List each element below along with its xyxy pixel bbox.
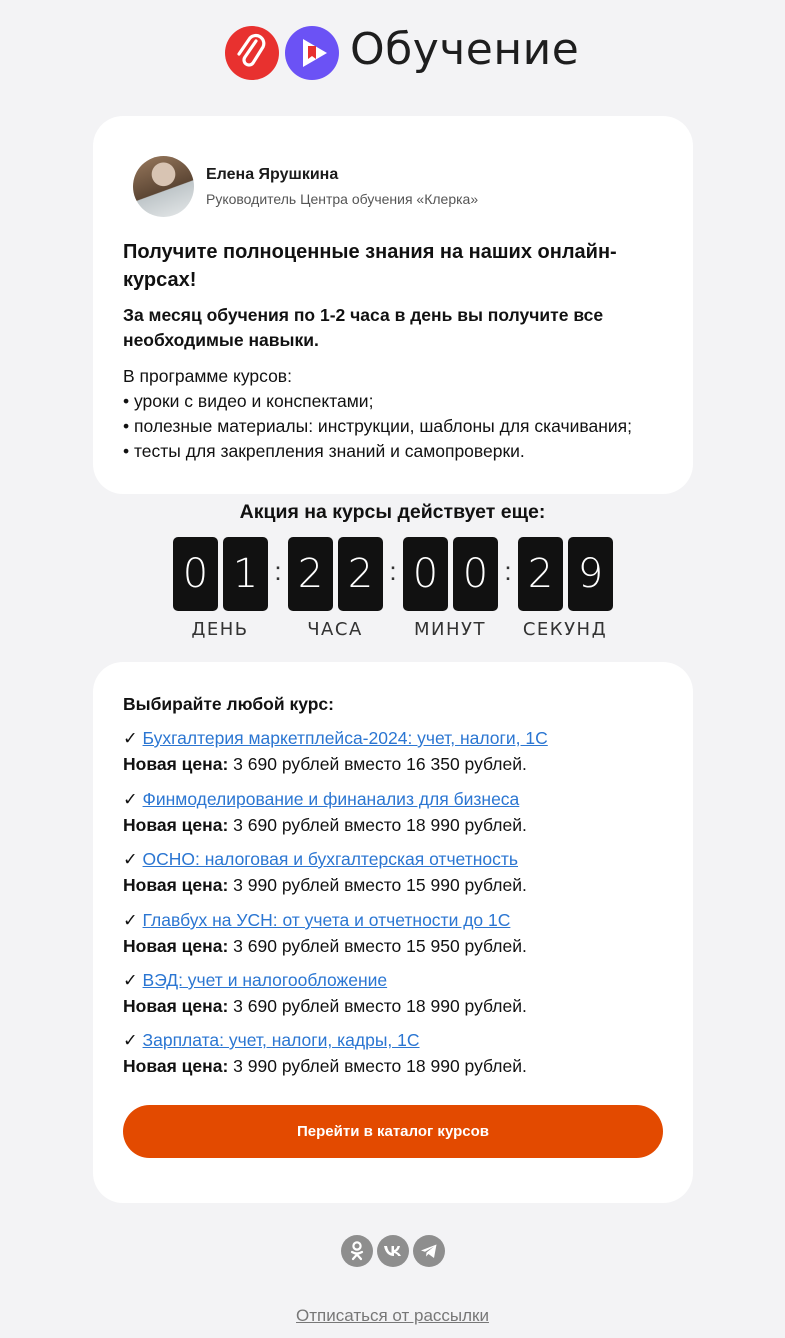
- list-item: [123, 908, 683, 959]
- author-name: Елена Ярушкина: [206, 166, 339, 183]
- countdown-unit-seconds: СЕКУНД: [522, 619, 608, 640]
- catalog-button[interactable]: Перейти в каталог курсов: [123, 1105, 663, 1158]
- countdown-digit: 0: [453, 537, 498, 611]
- course-price: 3 990 рублей вместо 15 990 рублей.: [233, 874, 527, 895]
- check-icon: ✓: [123, 789, 138, 809]
- course-link[interactable]: ВЭД: учет и налогообложение: [142, 970, 388, 990]
- price-label: Новая цена:: [123, 874, 229, 895]
- countdown-digit: 1: [223, 537, 268, 611]
- course-price: 3 690 рублей вместо 18 990 рублей.: [233, 995, 527, 1016]
- list-item: [123, 787, 683, 838]
- intro-card: [93, 116, 693, 494]
- countdown-separator: :: [274, 556, 282, 586]
- avatar: [133, 156, 194, 217]
- telegram-icon[interactable]: [413, 1235, 445, 1267]
- countdown-separator: :: [389, 556, 397, 586]
- countdown-unit-days: ДЕНЬ: [191, 619, 249, 640]
- course-link[interactable]: Главбух на УСН: от учета и отчетности до 1С: [142, 910, 511, 930]
- unsubscribe-link[interactable]: Отписаться от рассылки: [296, 1306, 489, 1325]
- countdown-unit-hours: ЧАСА: [307, 619, 363, 640]
- countdown-digit: 2: [338, 537, 383, 611]
- price-label: Новая цена:: [123, 995, 229, 1016]
- countdown-digit: 0: [403, 537, 448, 611]
- program-heading: В программе курсов:: [123, 366, 292, 386]
- course-price: 3 690 рублей вместо 15 950 рублей.: [233, 935, 527, 956]
- check-icon: ✓: [123, 728, 138, 748]
- check-icon: ✓: [123, 849, 138, 869]
- course-link[interactable]: ОСНО: налоговая и бухгалтерская отчетность: [142, 849, 519, 869]
- countdown-digit: 0: [173, 537, 218, 611]
- price-label: Новая цена:: [123, 1055, 229, 1076]
- program-item: • уроки с видео и конспектами;: [123, 391, 374, 411]
- course-price: 3 990 рублей вместо 18 990 рублей.: [233, 1055, 527, 1076]
- intro-title: Получите полноценные знания на наших онлайн-курсах!: [123, 241, 617, 291]
- countdown-label: Акция на курсы действует еще:: [239, 501, 546, 523]
- course-link[interactable]: Бухгалтерия маркетплейса-2024: учет, налоги, 1С: [142, 728, 548, 748]
- courses-card: [93, 662, 693, 1203]
- countdown-separator: :: [504, 556, 512, 586]
- price-label: Новая цена:: [123, 753, 229, 774]
- intro-subtitle: За месяц обучения по 1-2 часа в день вы получите все необходимые навыки.: [123, 305, 604, 350]
- countdown-digit: 2: [288, 537, 333, 611]
- countdown-digit: 9: [568, 537, 613, 611]
- header: [0, 26, 785, 82]
- program-item: • тесты для закрепления знаний и самопроверки.: [123, 441, 525, 461]
- course-price: 3 690 рублей вместо 16 350 рублей.: [233, 753, 527, 774]
- check-icon: ✓: [123, 910, 138, 930]
- program-item: • полезные материалы: инструкции, шаблоны для скачивания;: [123, 416, 633, 436]
- price-label: Новая цена:: [123, 935, 229, 956]
- check-icon: ✓: [123, 1030, 138, 1050]
- price-label: Новая цена:: [123, 814, 229, 835]
- course-price: 3 690 рублей вместо 18 990 рублей.: [233, 814, 527, 835]
- courses-title: Выбирайте любой курс:: [123, 694, 334, 714]
- play-bookmark-icon[interactable]: [285, 26, 339, 80]
- list-item: [123, 968, 683, 1019]
- program-list: [123, 364, 668, 464]
- course-link[interactable]: Финмоделирование и финанализ для бизнеса: [142, 789, 520, 809]
- countdown-unit-minutes: МИНУТ: [414, 619, 486, 640]
- brand-title: Обучение: [350, 24, 580, 75]
- list-item: [123, 847, 683, 898]
- course-link[interactable]: Зарплата: учет, налоги, кадры, 1С: [142, 1030, 420, 1050]
- list-item: [123, 1028, 683, 1079]
- check-icon: ✓: [123, 970, 138, 990]
- author-role: Руководитель Центра обучения «Клерка»: [206, 191, 479, 207]
- list-item: [123, 726, 683, 777]
- vk-icon[interactable]: [377, 1235, 409, 1267]
- paperclip-icon[interactable]: [225, 26, 279, 80]
- odnoklassniki-icon[interactable]: [341, 1235, 373, 1267]
- countdown-digit: 2: [518, 537, 563, 611]
